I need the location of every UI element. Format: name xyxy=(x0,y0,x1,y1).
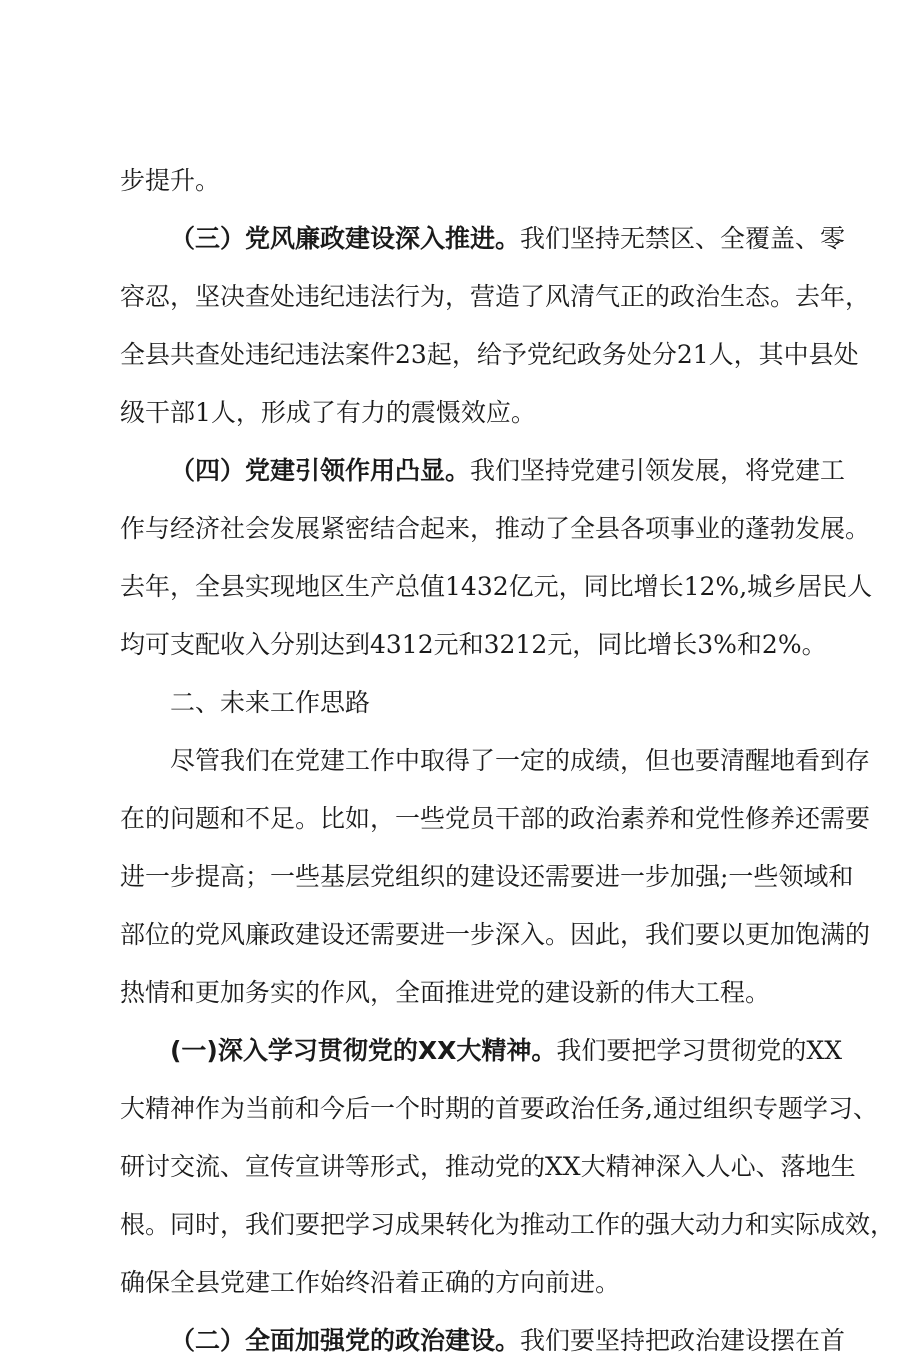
paragraph-line: 部位的党风廉政建设还需要进一步深入。因此，我们要以更加饱满的 xyxy=(120,920,871,949)
document-page xyxy=(120,152,896,1370)
paragraph-line: 在的问题和不足。比如，一些党员干部的政治素养和党性修养还需要 xyxy=(120,804,871,833)
paragraph-first-line xyxy=(120,1312,846,1370)
paragraph-heading: (一)深入学习贯彻党的XX大精神。 xyxy=(170,1036,557,1065)
paragraph-first-line xyxy=(120,442,846,500)
paragraph-line: 确保全县党建工作始终沿着正确的方向前进。 xyxy=(120,1268,621,1297)
paragraph-heading: （三）党风廉政建设深入推进。 xyxy=(170,224,521,253)
paragraph-line: 进一步提高；一些基层党组织的建设还需要进一步加强;一些领域和 xyxy=(120,862,854,891)
paragraph-first-line xyxy=(120,1022,843,1080)
paragraph-line: 去年，全县实现地区生产总值1432亿元，同比增长12%,城乡居民人 xyxy=(120,572,873,601)
paragraph-text: 我们要把学习贯彻党的XX xyxy=(556,1036,843,1065)
paragraph-line: 步提升。 xyxy=(120,166,221,195)
paragraph-line: 研讨交流、宣传宣讲等形式，推动党的XX大精神深入人心、落地生 xyxy=(120,1152,856,1181)
paragraph-line: 全县共查处违纪违法案件23起，给予党纪政务处分21人，其中县处 xyxy=(120,340,859,369)
paragraph-line: 容忍，坚决查处违纪违法行为，营造了风清气正的政治生态。去年， xyxy=(120,282,871,311)
paragraph-line: 尽管我们在党建工作中取得了一定的成绩，但也要清醒地看到存 xyxy=(170,746,871,775)
paragraph-text: 我们坚持无禁区、全覆盖、零 xyxy=(520,224,846,253)
section-title: 二、未来工作思路 xyxy=(170,688,371,717)
paragraph-first-line xyxy=(120,210,846,268)
paragraph-heading: （二）全面加强党的政治建设。 xyxy=(170,1326,521,1355)
paragraph-text: 我们坚持党建引领发展，将党建工 xyxy=(470,456,846,485)
paragraph-text: 我们要坚持把政治建设摆在首 xyxy=(520,1326,846,1355)
paragraph-heading: （四）党建引领作用凸显。 xyxy=(170,456,471,485)
paragraph-line: 大精神作为当前和今后一个时期的首要政治任务,通过组织专题学习、 xyxy=(120,1094,878,1123)
paragraph-line: 均可支配收入分别达到4312元和3212元，同比增长3%和2%。 xyxy=(120,630,827,659)
paragraph-line: 根。同时，我们要把学习成果转化为推动工作的强大动力和实际成效， xyxy=(120,1210,896,1239)
paragraph-line: 级干部1人，形成了有力的震慑效应。 xyxy=(120,398,536,427)
paragraph-line: 热情和更加务实的作风，全面推进党的建设新的伟大工程。 xyxy=(120,978,771,1007)
paragraph-line: 作与经济社会发展紧密结合起来，推动了全县各项事业的蓬勃发展。 xyxy=(120,514,871,543)
